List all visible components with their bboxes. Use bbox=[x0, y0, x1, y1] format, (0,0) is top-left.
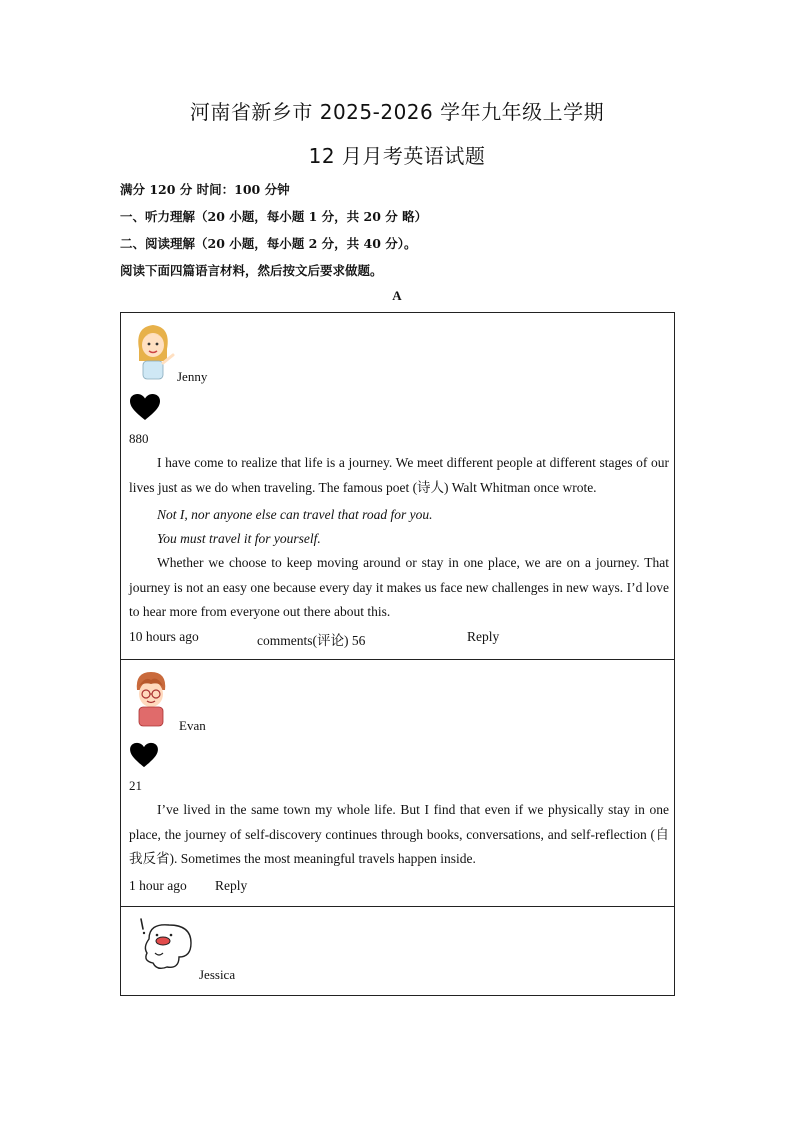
reply-link[interactable]: Reply bbox=[467, 629, 500, 644]
forum-post-jenny bbox=[121, 313, 674, 659]
listening-section-heading: 一、听力理解（20 小题，每小题 1 分，共 20 分 略） bbox=[120, 209, 428, 224]
poem-quote-line: Not I, nor anyone else can travel that road for you. bbox=[157, 507, 433, 522]
like-count: 21 bbox=[129, 778, 142, 793]
username-evan: Evan bbox=[179, 718, 206, 733]
forum-table bbox=[120, 312, 675, 996]
comments-link[interactable]: comments(评论) 56 bbox=[257, 633, 366, 648]
post-paragraph bbox=[129, 798, 669, 872]
post-timestamp: 1 hour ago bbox=[129, 878, 187, 893]
exam-subtitle: 12 月月考英语试题 bbox=[308, 144, 486, 168]
post-paragraph bbox=[129, 551, 669, 625]
reading-section-heading: 二、阅读理解（20 小题，每小题 2 分，共 40 分）。 bbox=[120, 236, 417, 251]
post-text: Whether we choose to keep moving around or stay in one place, we are on a journey. That journey is not an easy one because every day it makes us face new challenges in new ways. I’d love to hear more from everyone out there about this. bbox=[129, 555, 669, 619]
heart-icon[interactable] bbox=[129, 742, 159, 768]
reading-instruction: 阅读下面四篇语言材料，然后按文后要求做题。 bbox=[120, 263, 383, 278]
post-text: I’ve lived in the same town my whole life. But I find that even if we physically stay in one place, the journey of self-discovery continues through books, conversations, and self-reflection (自我反省). Sometimes the most meaningful travels happen inside. bbox=[129, 802, 669, 866]
forum-post-jessica bbox=[121, 907, 674, 995]
exam-title: 河南省新乡市 2025-2026 学年九年级上学期 bbox=[189, 100, 605, 124]
forum-post-evan bbox=[121, 660, 674, 906]
like-count: 880 bbox=[129, 431, 149, 446]
username-jenny: Jenny bbox=[177, 369, 208, 384]
reply-link[interactable]: Reply bbox=[215, 878, 248, 893]
score-time-line: 满分 120 分 时间：100 分钟 bbox=[120, 182, 290, 197]
heart-icon[interactable] bbox=[129, 393, 161, 421]
girl-avatar-icon bbox=[129, 319, 177, 383]
ghost-avatar-icon bbox=[135, 917, 197, 975]
post-timestamp: 10 hours ago bbox=[129, 629, 199, 644]
post-text: I have come to realize that life is a journey. We meet different people at different stages of our lives just as we do when traveling. The famous poet (诗人) Walt Whitman once wrote. bbox=[129, 455, 669, 495]
boy-avatar-icon bbox=[129, 666, 173, 728]
username-jessica: Jessica bbox=[199, 967, 236, 982]
poem-quote-line: You must travel it for yourself. bbox=[157, 531, 321, 546]
post-paragraph bbox=[129, 451, 669, 500]
passage-label: A bbox=[392, 288, 402, 303]
